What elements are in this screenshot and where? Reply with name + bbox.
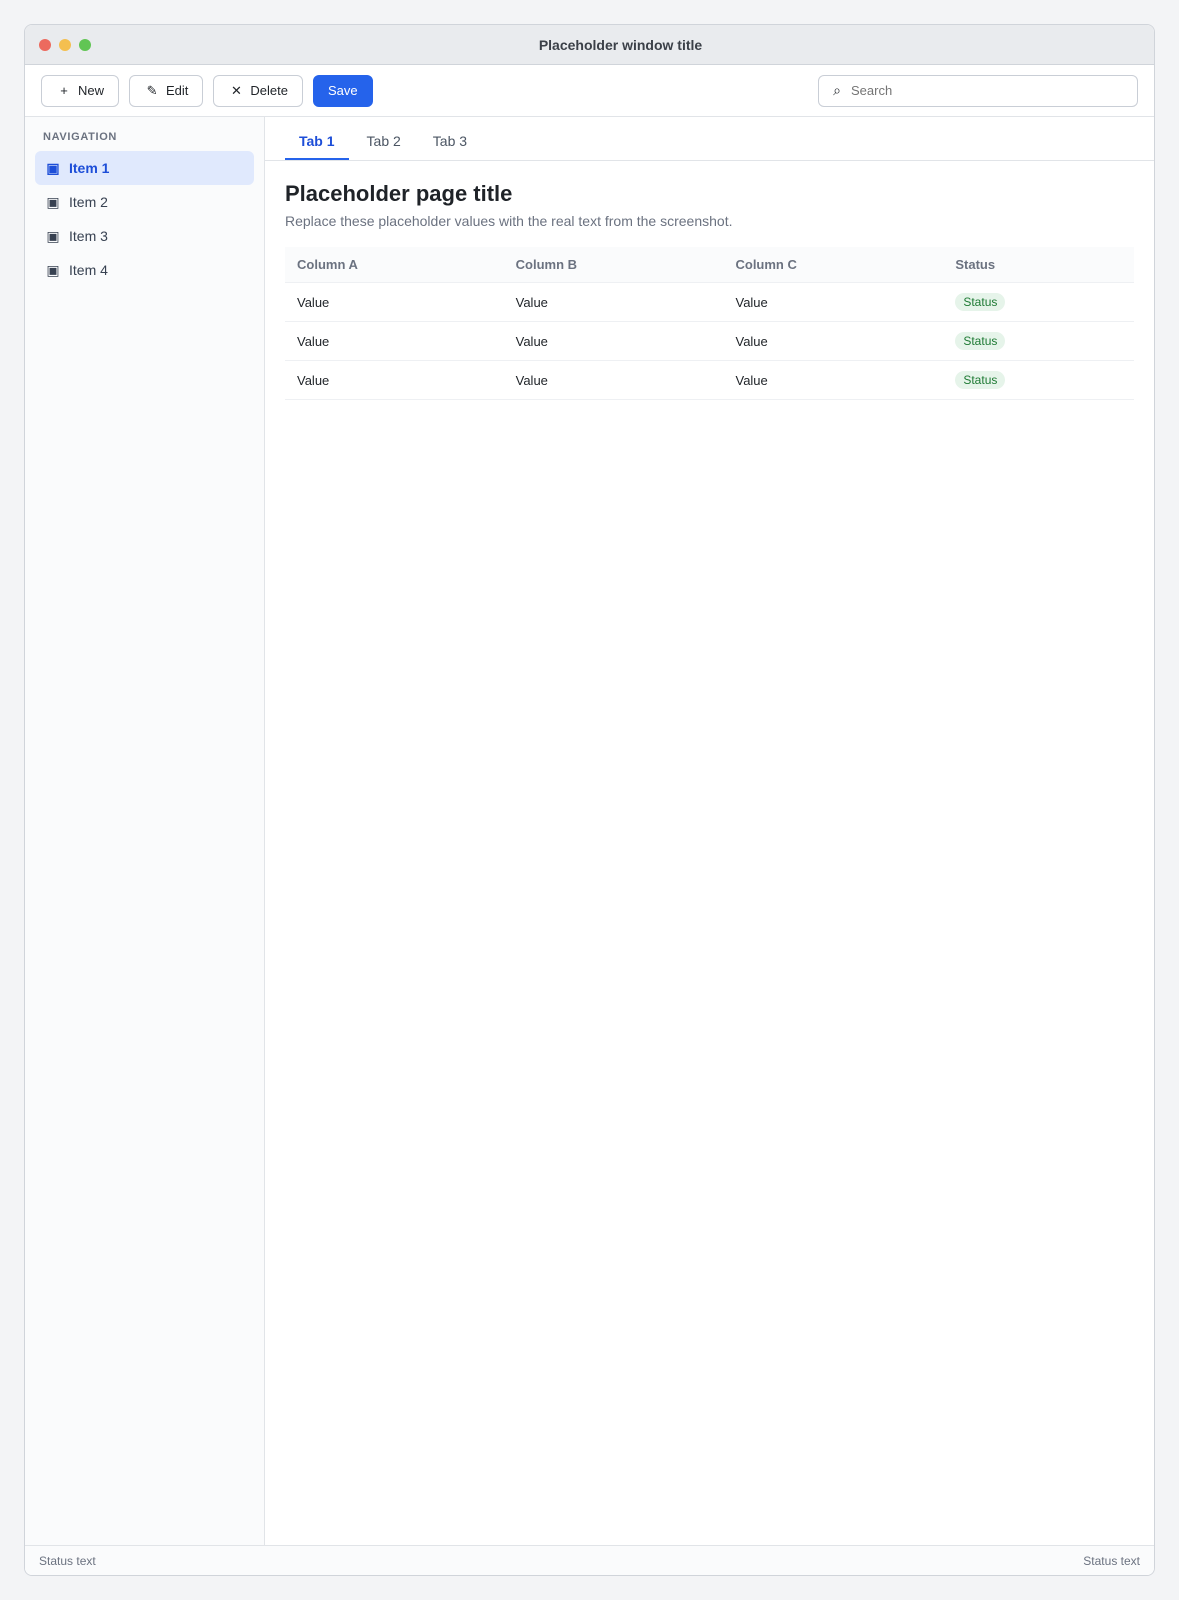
sidebar-item[interactable] (35, 185, 254, 219)
plus-icon: + (60, 83, 68, 98)
close-icon[interactable] (39, 39, 51, 51)
sidebar-item[interactable] (35, 219, 254, 253)
table-cell: Value (504, 283, 724, 322)
table-cell (943, 322, 1134, 361)
title-bar (25, 25, 1154, 65)
table-cell: Value (285, 322, 504, 361)
table-cell: Value (504, 361, 724, 400)
table-cell: Value (285, 283, 504, 322)
window-title: Placeholder window title (538, 36, 703, 53)
table-cell: Value (285, 361, 504, 400)
edit-button[interactable] (129, 75, 203, 107)
search-input[interactable] (851, 83, 1127, 98)
search-box (818, 75, 1138, 107)
delete-button[interactable] (213, 75, 303, 107)
status-badge: Status (955, 293, 1005, 311)
sidebar-item-label: Item 1 (69, 160, 110, 176)
main-panel (265, 117, 1154, 1545)
status-right: Status text (1083, 1553, 1140, 1568)
column-header[interactable]: Column A (285, 247, 504, 283)
table-cell: Value (723, 361, 943, 400)
edit-button-label: Edit (166, 83, 189, 98)
status-badge: Status (955, 371, 1005, 389)
sidebar-item-label: Item 4 (69, 262, 108, 278)
pencil-icon: ✎ (146, 82, 158, 98)
new-button-label: New (78, 83, 105, 98)
status-bar (25, 1545, 1154, 1575)
content-area (265, 161, 1154, 420)
tab-bar (265, 117, 1154, 161)
column-header[interactable]: Column B (504, 247, 724, 283)
sidebar-item[interactable] (35, 253, 254, 287)
status-left: Status text (39, 1553, 96, 1568)
page-title: Placeholder page title (285, 181, 513, 206)
table-row[interactable] (285, 322, 1134, 361)
minimize-icon[interactable] (59, 39, 71, 51)
folder-icon: ▣ (46, 159, 60, 176)
folder-icon: ▣ (46, 227, 60, 244)
status-badge: Status (955, 332, 1005, 350)
folder-icon: ▣ (46, 261, 60, 278)
body-area (25, 117, 1154, 1545)
tab[interactable]: Tab 1 (285, 124, 349, 160)
sidebar-item-label: Item 2 (69, 194, 108, 210)
page-subtitle: Replace these placeholder values with the real text from the screenshot. (285, 213, 733, 229)
sidebar-item-label: Item 3 (69, 228, 108, 244)
save-button-label: Save (328, 83, 358, 98)
tab[interactable]: Tab 2 (366, 133, 401, 149)
table-cell: Value (723, 322, 943, 361)
search-icon: ⌕ (833, 82, 841, 98)
sidebar (25, 117, 265, 1545)
table-cell: Value (723, 283, 943, 322)
toolbar (25, 65, 1154, 117)
new-button[interactable] (41, 75, 119, 107)
save-button[interactable] (313, 75, 373, 107)
tab[interactable]: Tab 3 (432, 133, 468, 149)
sidebar-item[interactable] (35, 151, 254, 185)
sidebar-heading: NAVIGATION (43, 131, 118, 143)
table-row[interactable] (285, 361, 1134, 400)
maximize-icon[interactable] (79, 39, 91, 51)
folder-icon: ▣ (46, 193, 60, 210)
table-row[interactable] (285, 283, 1134, 322)
data-table (285, 247, 1134, 400)
table-cell (943, 361, 1134, 400)
window-controls (39, 39, 91, 51)
table-cell: Value (504, 322, 724, 361)
table-header-row (285, 247, 1134, 283)
delete-button-label: Delete (250, 83, 288, 98)
trash-icon: ✕ (230, 82, 242, 98)
column-header[interactable]: Column C (723, 247, 943, 283)
table-cell (943, 283, 1134, 322)
column-header[interactable]: Status (943, 247, 1134, 283)
app-window (24, 24, 1155, 1576)
